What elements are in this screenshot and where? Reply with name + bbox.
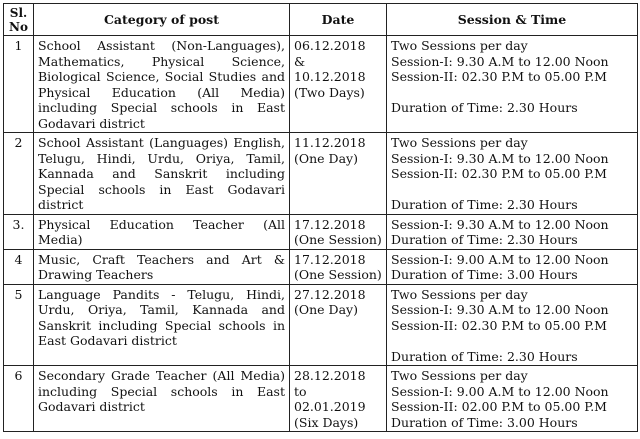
session-line: Session-II: 02.30 P.M to 05.00 P.M [391,166,607,181]
exam-schedule-table [3,3,638,432]
date-line: 10.12.2018 [294,69,366,84]
row-sl-no: 1 [4,36,34,133]
table-body [4,36,638,432]
header-sl-no-line2: No [9,20,28,34]
date-line: 11.12.2018 [294,135,366,150]
row-sl-no: 6 [4,366,34,432]
duration-spacer [391,85,633,101]
table-row [4,366,638,432]
header-sl-no-line1: Sl. [9,6,28,20]
session-line: Two Sessions per day [391,38,528,53]
table-row [4,133,638,215]
header-sl-no [4,4,34,36]
date-line: 27.12.2018 [294,286,366,302]
row-date [290,214,387,249]
duration-spacer [391,182,633,198]
header-date: Date [290,4,387,36]
session-line: Session-I: 9.00 A.M to 12.00 Noon [391,383,609,399]
date-line: (One Session) [294,232,382,247]
row-date [290,284,387,366]
duration-line: Duration of Time: 2.30 Hours [391,348,578,364]
row-date [290,36,387,133]
row-session-time [387,36,638,133]
row-category: Language Pandits - Telugu, Hindi, Urdu, Oriya, Tamil, Kannada and Sanskrit including Special schools in East Godavari district [34,284,290,366]
table-row [4,214,638,249]
header-category: Category of post [34,4,290,36]
date-line: 17.12.2018 [294,216,366,232]
row-category: School Assistant (Languages) English, Telugu, Hindi, Urdu, Oriya, Tamil, Kannada and Sanskrit including Special schools in East Godavari district [34,133,290,215]
date-line: (Two Days) [294,84,365,100]
row-session-time [387,133,638,215]
row-category: Secondary Grade Teacher (All Media) including Special schools in East Godavari district [34,366,290,432]
date-line: 06.12.2018 [294,38,366,53]
row-category: Physical Education Teacher (All Media) [34,214,290,249]
row-date [290,133,387,215]
table-row [4,284,638,366]
row-date [290,366,387,432]
session-line: Two Sessions per day [391,286,528,302]
duration-line: Duration of Time: 2.30 Hours [391,100,578,115]
duration-line: Duration of Time: 3.00 Hours [391,414,578,430]
row-sl-no: 4 [4,249,34,284]
date-line: 17.12.2018 [294,251,366,267]
header-row [4,4,638,36]
date-line: (One Day) [294,302,358,317]
duration-line: Duration of Time: 2.30 Hours [391,232,578,247]
row-session-time [387,214,638,249]
row-sl-no: 5 [4,284,34,366]
row-category: School Assistant (Non-Languages), Mathematics, Physical Science, Biological Science, Social Studies and Physical Education (All Media) including Special schools in East Godavari district [34,36,290,133]
date-line: 02.01.2019 [294,399,366,414]
session-line: Session-II: 02.30 P.M to 05.00 P.M [391,69,607,84]
row-session-time [387,366,638,432]
session-line: Session-I: 9.30 A.M to 12.00 Noon [391,302,609,317]
row-category: Music, Craft Teachers and Art & Drawing Teachers [34,249,290,284]
date-line: to [294,383,307,399]
row-sl-no: 2 [4,133,34,215]
session-line: Two Sessions per day [391,135,528,150]
table-header [4,4,638,36]
session-line: Session-I: 9.00 A.M to 12.00 Noon [391,251,609,267]
header-session: Session & Time [387,4,638,36]
session-line: Session-I: 9.30 A.M to 12.00 Noon [391,216,609,232]
date-line: 28.12.2018 [294,368,366,383]
row-session-time [387,249,638,284]
session-line: Session-I: 9.30 A.M to 12.00 Noon [391,150,609,166]
session-line: Session-II: 02.00 P.M to 05.00 P.M [391,399,607,414]
date-line: & [294,53,306,69]
row-date [290,249,387,284]
table-row [4,249,638,284]
table-row [4,36,638,133]
session-line: Two Sessions per day [391,368,528,383]
duration-line: Duration of Time: 2.30 Hours [391,197,578,212]
session-line: Session-II: 02.30 P.M to 05.00 P.M [391,317,607,333]
row-session-time [387,284,638,366]
row-sl-no: 3. [4,214,34,249]
duration-line: Duration of Time: 3.00 Hours [391,267,578,282]
duration-spacer [391,333,633,349]
date-line: (One Session) [294,267,382,282]
session-line: Session-I: 9.30 A.M to 12.00 Noon [391,53,609,69]
date-line: (Six Days) [294,414,359,430]
date-line: (One Day) [294,150,358,166]
